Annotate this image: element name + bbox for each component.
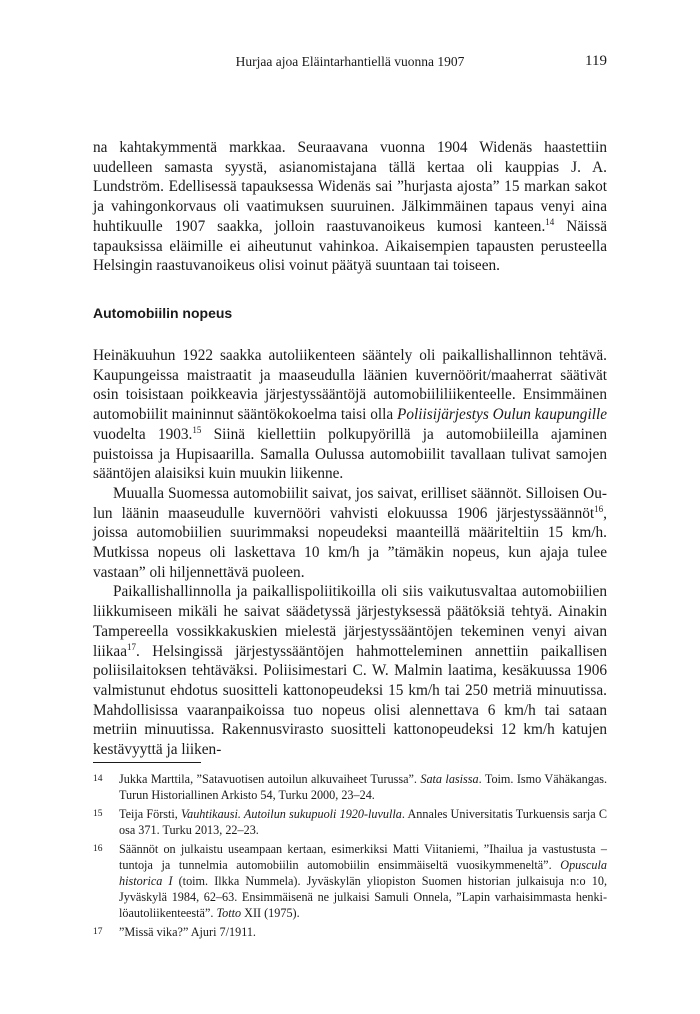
section-body: [93, 346, 607, 760]
paragraph-text: Näissä tapauksissa eläimille ei aiheutunut vahinkoa. Aikaisempien tapausten perusteella Helsingin raastuvanoikeus olisi voinut päätyä suuntaan tai toiseen.: [93, 217, 608, 275]
footnote-number: 15: [93, 809, 103, 819]
footnote-italic: Vauhtikausi. Autoilun sukupuoli 1920-luvulla: [181, 807, 402, 821]
footnote-text: ”Missä vika?” Ajuri 7/1911.: [119, 925, 256, 939]
page-number: 119: [585, 53, 607, 69]
paragraph-3: [93, 582, 607, 759]
paragraph-text: , joissa automobiilien suurimmaksi nopeudeksi maanteillä määriteltiin 15 km/h. Mutkissa nopeus oli laskettava 10 km/h ja ”tämäkin nopeus, kun ajaja tulee vastaan” oli hiljennettävä puoleen.: [93, 504, 607, 581]
paragraph-text: Heinäkuuhun 1922 saakka autoliikenteen sääntely oli paikallishallinnon tehtävä. Kaupungeissa maistraatit ja maaseudulla läänien kuvernöörit/maaherrat säätivät osin toisistaan poikkeavia järjestyssääntöjä automobiililiikenteelle. Ensimmäinen automobiilit maininnut sääntökokoelma taisi olla: [93, 347, 607, 424]
section-heading: Automobiilin nopeus: [93, 305, 233, 321]
paragraph-text: na kahtakymmentä markkaa. Seuraavana vuonna 1904 Widenäs haastettiin uudelleen samasta syystä, asianomistajana tällä kertaa oli kauppias J. A. Lundström. Edellisessä tapauksessa Widenäs sai ”hurjasta ajosta” 15 markan sakot ja vahingonkorvaus oli vaatimuksen suuruinen. Jälkimmäinen tapaus venyi aina huhtikuulle 1907 saakka, jolloin raastuvanoikeus kumosi kanteen.: [93, 139, 607, 235]
paragraph-text: Siinä kiellettiin polkupyörillä ja automobiileilla ajaminen puistoissa ja Hupisaarilla. Samalla Oulussa automobiilit tavallaan tulivat samojen sääntöjen alaisiksi kuin muukin liikenne.: [93, 425, 608, 483]
footnote-text: . Annales Universitatis Turkuensis sarja C osa 371. Turku 2013, 22–23.: [119, 807, 607, 837]
paragraph-1: [93, 346, 607, 484]
footnote-number: 14: [93, 774, 103, 784]
footnote-italic: Sata lasissa: [420, 772, 479, 786]
paragraph-text: Muualla Suomessa automobiilit saivat, jos saivat, erilliset säännöt. Silloisen Oulun läänin maaseudulle kuvernööri vahvisti elokuussa 1906 järjestyssäännöt: [93, 484, 607, 522]
footnote-16: [93, 841, 607, 921]
footnote-text: Teija Försti,: [119, 807, 182, 821]
footnote-italic: Totto: [216, 906, 242, 920]
running-head: [0, 54, 700, 74]
paragraph-text: vuodelta 1903.: [93, 425, 193, 443]
footnote-text: . Toim. Ismo Vähäkangas. Turun Historiallinen Arkisto 54, Turku 2000, 23–24.: [119, 772, 608, 802]
footnote-text: Säännöt on julkaistu useampaan kertaan, esimerkiksi Matti Viitaniemi, ”Ihailua ja vastustusta – tuntoja ja tunnelmia automobiilin automobiilin ensimmäiseltä vuosikymmeneltä”.: [119, 842, 607, 872]
footnote-ref[interactable]: 14: [545, 216, 555, 227]
footnote-ref[interactable]: 17: [126, 641, 136, 652]
italic-title: Poliisijärjestys Oulun kaupungille: [397, 406, 607, 424]
footnote-italic: Opuscula historica I: [119, 858, 607, 888]
paragraph-text: Paikallishallinnolla ja paikallispoliitikoilla oli siis vaikutusvaltaa automobiilien liikkumiseen mikäli he saivat säädetyssä järjestyksessä päätöksiä tehtyä. Ainakin Tampereella vossikkakuskien mielestä järjestyssääntöjen tekeminen venyi aivan liikaa: [93, 583, 607, 660]
footnote-ref[interactable]: 15: [192, 424, 202, 435]
footnote-17: [93, 924, 607, 940]
footnote-number: 16: [93, 844, 103, 854]
intro-paragraph: [93, 138, 607, 276]
footnote-text: (toim. Ilkka Nummela). Jyväskylän yliopiston Suomen historian julkaisuja n:o 10, Jyväskylä 1984, 62–63. Ensimmäisenä ne julkaisi Samuli Onnela, ”Lapin varhaisimmasta henkilöautoliikenteestä”.: [119, 874, 607, 920]
footnote-14: [93, 771, 607, 803]
footnotes: [93, 771, 607, 943]
footnote-divider: [93, 762, 201, 763]
footnote-number: 17: [93, 927, 103, 937]
paragraph-2: [93, 484, 607, 583]
paragraph-text: . Helsingissä järjestyssääntöjen hahmotteleminen annettiin paikallisen poliisilaitoksen tehtäväksi. Poliisimestari C. W. Malmin laatima, kesäkuussa 1906 valmistunut ehdotus suositteli kattonopeudeksi 15 km/h tai 250 metriä minuutissa. Mahdollisissa vaaranpaikoissa tuo nopeus olisi alennettava 6 km/h tai sataan metriin minuutissa. Rakennusvirasto suositteli kattonopeudeksi 12 km/h katujen kestävyyttä ja liiken-: [93, 642, 607, 759]
footnote-15: [93, 806, 607, 838]
footnote-text: XII (1975).: [241, 906, 300, 920]
footnote-ref[interactable]: 16: [594, 503, 604, 514]
running-title: Hurjaa ajoa Eläintarhantiellä vuonna 1907: [235, 54, 465, 69]
footnote-text: Jukka Marttila, ”Satavuotisen autoilun alkuvaiheet Turussa”.: [119, 772, 421, 786]
